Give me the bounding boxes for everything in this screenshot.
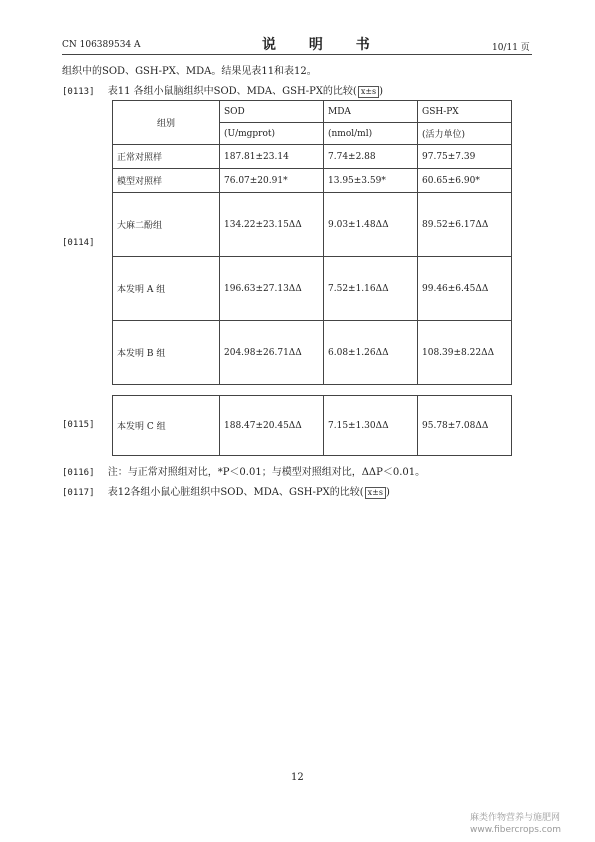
para-number: [0117] (62, 488, 95, 498)
page-number: 12 (291, 772, 304, 783)
page-of: 10/11 页 (492, 43, 530, 53)
para-0117 (62, 483, 390, 499)
intro-text: 组织中的SOD、GSH-PX、MDA。结果见表11和表12。 (62, 66, 317, 77)
para-number: [0113] (62, 87, 95, 97)
para-0116 (62, 463, 425, 478)
group-name: 大麻二酚组 (113, 193, 220, 257)
table-row (113, 169, 512, 193)
mda-value: 9.03±1.48ΔΔ (324, 193, 418, 257)
col-name: MDA (324, 101, 418, 123)
group-name: 本发明 B 组 (113, 321, 220, 385)
mda-value: 7.52±1.16ΔΔ (324, 257, 418, 321)
col-name: GSH-PX (418, 101, 512, 123)
watermark-line: 麻类作物营养与施肥网 (470, 813, 561, 823)
caption-close: ) (386, 487, 390, 498)
sod-value: 76.07±20.91* (220, 169, 324, 193)
table11-continued (112, 395, 512, 456)
para-0113 (62, 82, 383, 98)
group-name: 正常对照样 (113, 145, 220, 169)
mda-value: 13.95±3.59* (324, 169, 418, 193)
doc-title: 说 明 书 (262, 37, 384, 53)
table11-caption: 表11 各组小鼠脑组织中SOD、MDA、GSH-PX的比较( (107, 86, 357, 97)
table11 (112, 100, 512, 385)
gsh-value: 97.75±7.39 (418, 145, 512, 169)
gsh-value: 108.39±8.22ΔΔ (418, 321, 512, 385)
mda-value: 7.15±1.30ΔΔ (324, 396, 418, 456)
table-row (113, 321, 512, 385)
sod-value: 187.81±23.14 (220, 145, 324, 169)
doc-number: CN 106389534 A (62, 40, 141, 50)
para-0114-number: [0114] (62, 238, 95, 248)
sod-value: 188.47±20.45ΔΔ (220, 396, 324, 456)
group-name: 本发明 A 组 (113, 257, 220, 321)
table-row (113, 193, 512, 257)
mda-value: 7.74±2.88 (324, 145, 418, 169)
table-row (113, 257, 512, 321)
table-row (113, 145, 512, 169)
sod-value: 204.98±26.71ΔΔ (220, 321, 324, 385)
mean-sd-symbol: x±s (358, 86, 379, 98)
para-number: [0116] (62, 468, 95, 478)
gsh-value: 95.78±7.08ΔΔ (418, 396, 512, 456)
mean-sd-symbol: x±s (365, 487, 386, 499)
group-name: 本发明 C 组 (113, 396, 220, 456)
group-name: 模型对照样 (113, 169, 220, 193)
gsh-value: 89.52±6.17ΔΔ (418, 193, 512, 257)
sod-value: 134.22±23.15ΔΔ (220, 193, 324, 257)
sod-value: 196.63±27.13ΔΔ (220, 257, 324, 321)
header-rule (62, 54, 532, 55)
col-unit: (活力单位) (418, 123, 512, 145)
table-note: 注：与正常对照组对比，*P＜0.01；与模型对照组对比，ΔΔP＜0.01。 (107, 467, 426, 478)
gsh-value: 60.65±6.90* (418, 169, 512, 193)
group-header: 组别 (113, 101, 220, 145)
caption-close: ) (379, 86, 384, 97)
table12-caption: 表12各组小鼠心脏组织中SOD、MDA、GSH-PX的比较( (107, 487, 364, 498)
para-0115-number: [0115] (62, 420, 95, 430)
col-unit: (U/mgprot) (220, 123, 324, 145)
col-unit: (nmol/ml) (324, 123, 418, 145)
watermark (470, 812, 561, 836)
mda-value: 6.08±1.26ΔΔ (324, 321, 418, 385)
watermark-url: www.fibercrops.com (470, 825, 561, 835)
col-name: SOD (220, 101, 324, 123)
table-row (113, 396, 512, 456)
gsh-value: 99.46±6.45ΔΔ (418, 257, 512, 321)
